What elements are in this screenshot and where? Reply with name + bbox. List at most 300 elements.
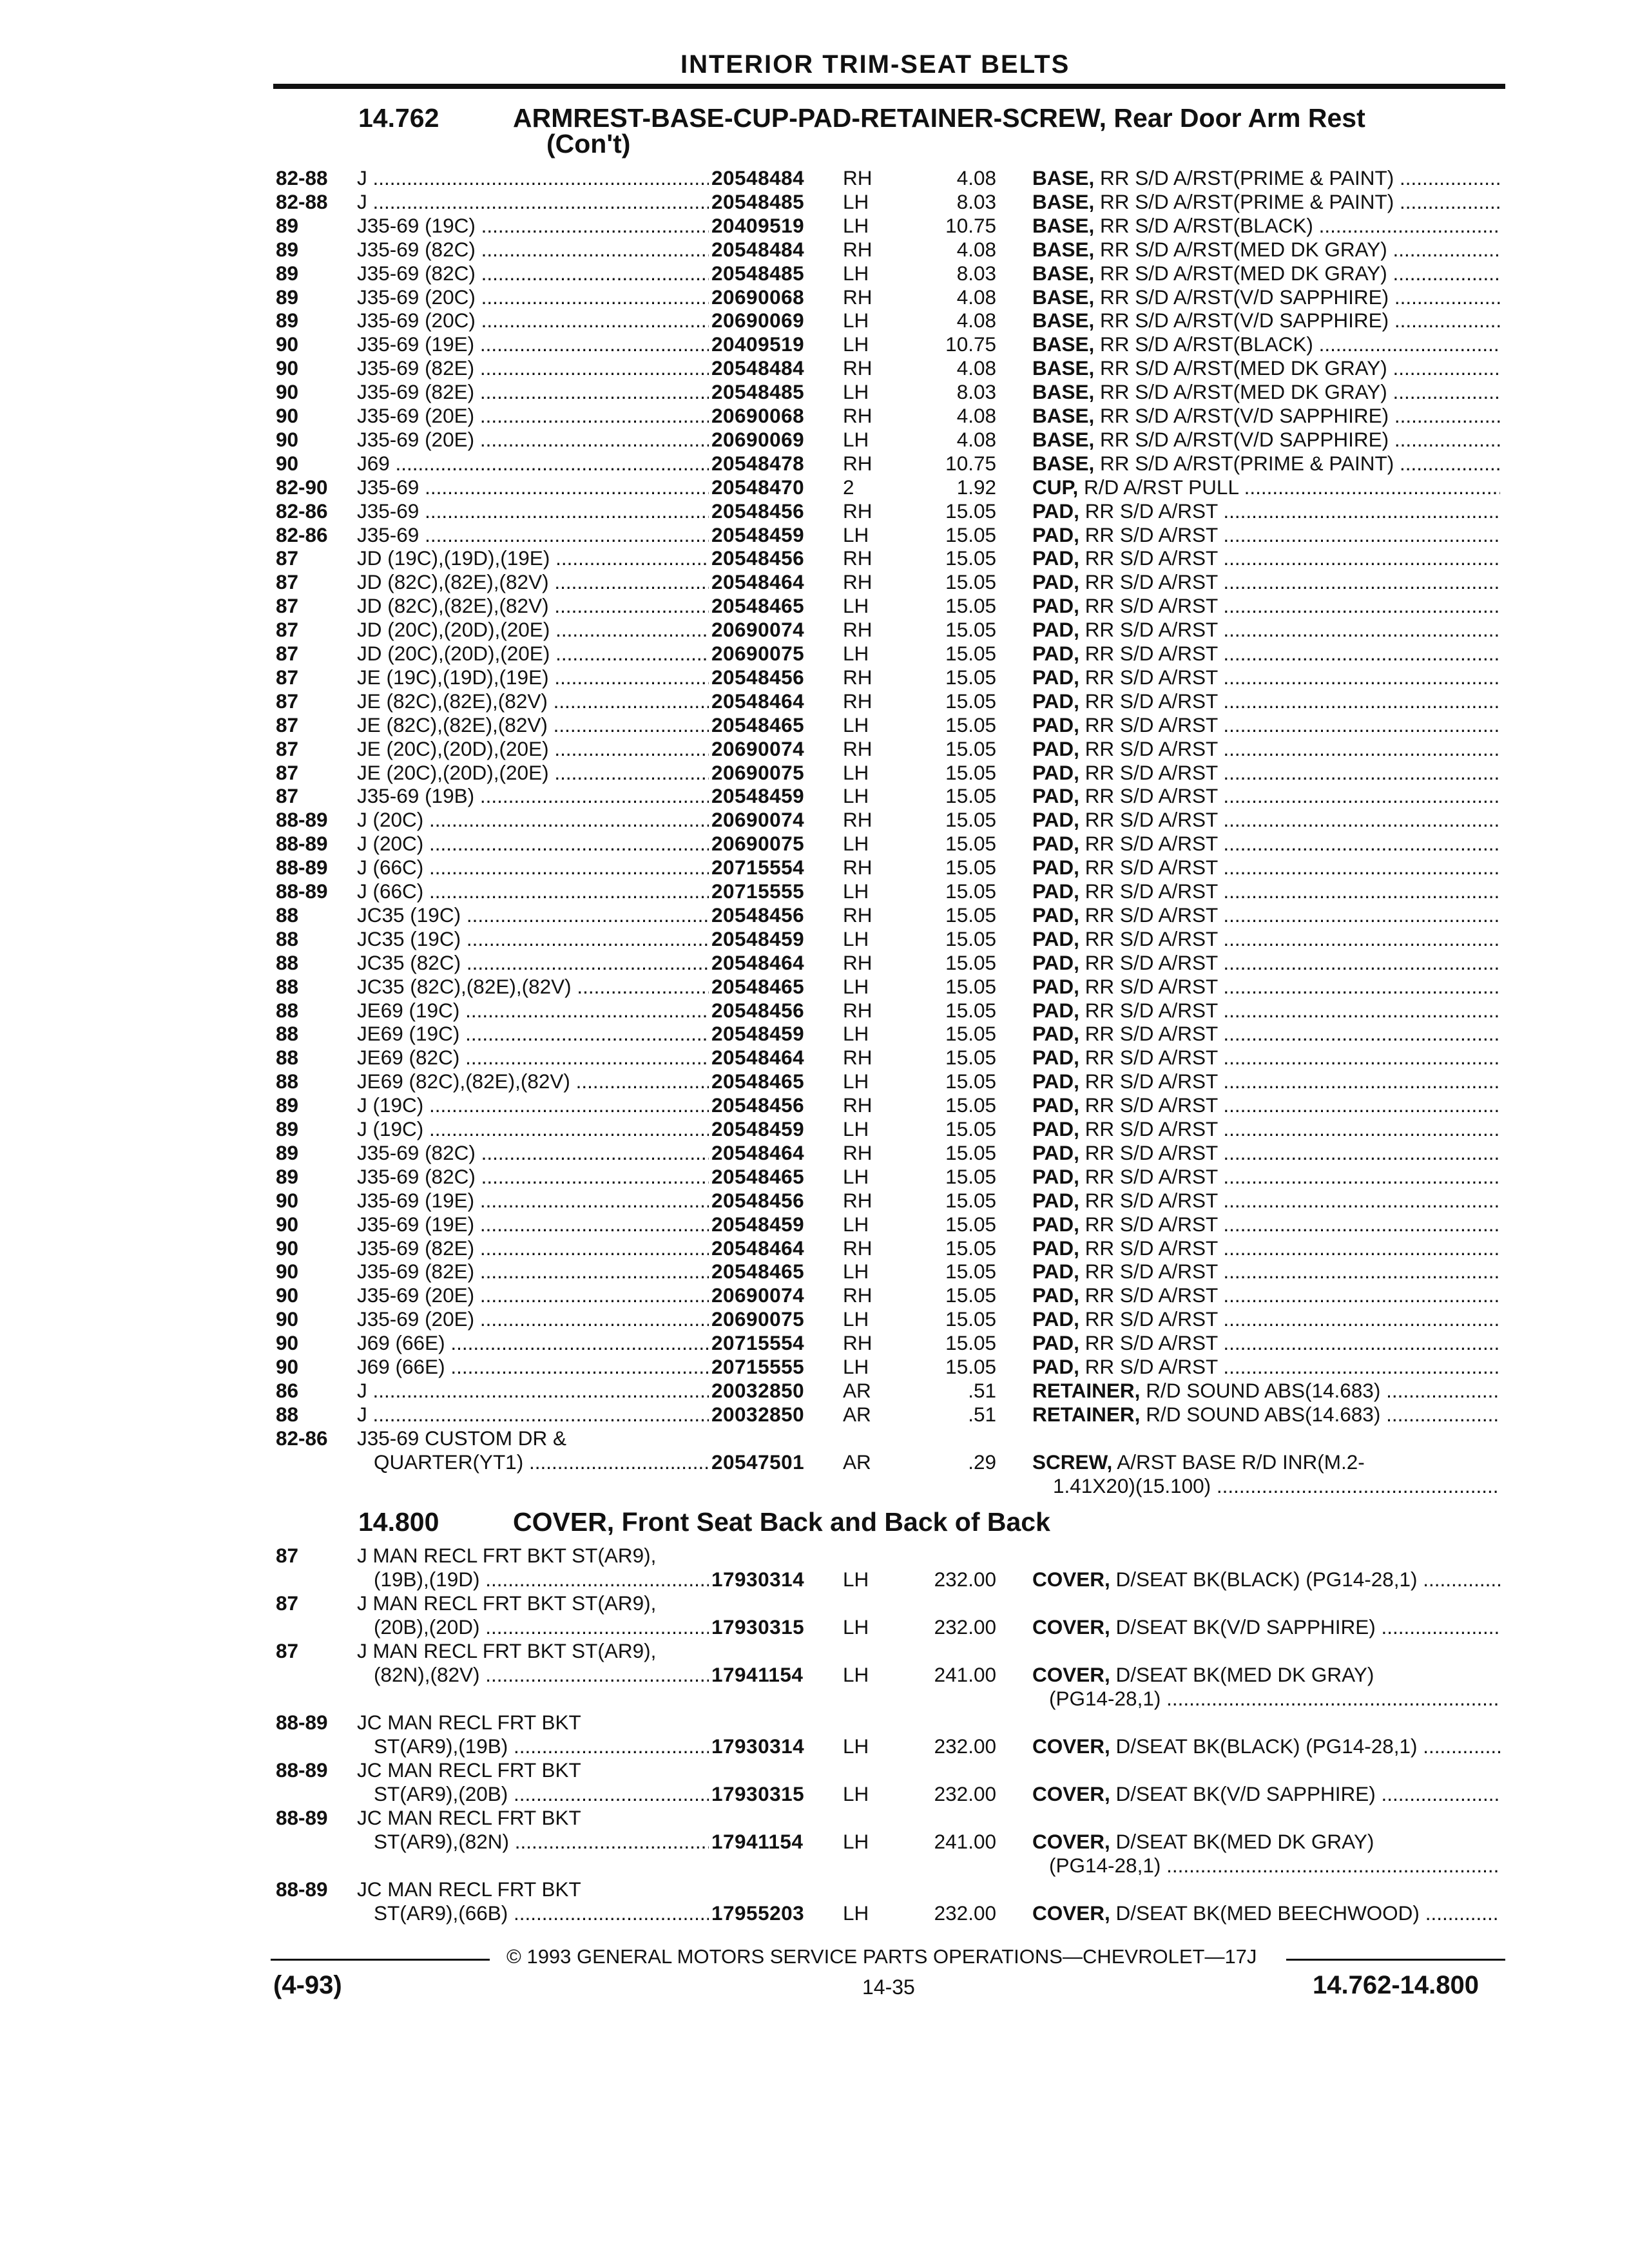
description-text: RR S/D A/RST(PRIME & PAINT)	[1100, 166, 1394, 189]
part-number: 20032850	[711, 1402, 805, 1426]
model-year: 89	[276, 261, 299, 285]
model-year: 88-89	[276, 879, 328, 903]
quantity: LH	[843, 1734, 869, 1758]
description	[1032, 951, 1500, 975]
quantity: RH	[843, 285, 872, 309]
table-row	[0, 1687, 1629, 1711]
description	[1032, 1236, 1500, 1260]
table-row	[0, 1379, 1629, 1403]
part-number: 17941154	[711, 1662, 804, 1686]
description-text: RR S/D A/RST	[1084, 1093, 1218, 1117]
model-year: 90	[276, 1188, 299, 1212]
table-row	[0, 927, 1629, 951]
price: 241.00	[934, 1662, 996, 1686]
section-title: COVER, Front Seat Back and Back of Back	[513, 1507, 1050, 1537]
model-code: J35-69 (82E) .....	[357, 380, 709, 404]
model-code-continued: (82N),(82V) .....	[374, 1663, 709, 1687]
part-number: 20548465	[711, 1260, 805, 1283]
part-number: 20548484	[711, 237, 805, 261]
table-row	[0, 1758, 1629, 1782]
price: 10.75	[945, 332, 996, 356]
description	[1032, 1260, 1500, 1283]
model-code: J (66C) .....	[357, 856, 709, 879]
quantity: RH	[843, 1188, 872, 1212]
price: 232.00	[934, 1567, 996, 1591]
description	[1032, 1379, 1500, 1403]
description-head: BASE,	[1032, 309, 1095, 332]
price: 15.05	[945, 1070, 996, 1093]
description-head: PAD,	[1032, 856, 1079, 879]
part-number: 20548456	[711, 665, 805, 689]
price: 15.05	[945, 1093, 996, 1117]
table-row	[0, 1403, 1629, 1427]
description-text: RR S/D A/RST	[1084, 1046, 1218, 1070]
model-year: 88	[276, 903, 299, 927]
model-code: JC35 (82C) .....	[357, 951, 709, 975]
description	[1032, 238, 1500, 262]
description-head: PAD,	[1032, 665, 1079, 689]
price: 15.05	[945, 1188, 996, 1212]
model-year: 90	[276, 1236, 299, 1260]
description-text: RR S/D A/RST(V/D SAPPHIRE)	[1100, 404, 1389, 427]
quantity: RH	[843, 998, 872, 1022]
part-number: 17930314	[711, 1734, 805, 1758]
model-year: 89	[276, 1117, 299, 1140]
model-code: J35-69 (19C) .....	[357, 214, 709, 238]
model-code-continued: QUARTER(YT1) .....	[374, 1450, 709, 1474]
quantity: LH	[843, 523, 869, 546]
part-number: 20548456	[711, 1188, 805, 1212]
model-year: 88	[276, 1046, 299, 1070]
footer-section-range: 14.762-14.800	[1313, 1971, 1480, 1999]
model-year: 87	[276, 713, 299, 736]
model-code: J69 (66E) .....	[357, 1355, 709, 1379]
model-code: J35-69 (19B) .....	[357, 784, 709, 808]
quantity: RH	[843, 1046, 872, 1070]
table-row	[0, 1022, 1629, 1046]
table-row	[0, 1070, 1629, 1093]
description-head: PAD,	[1032, 1140, 1079, 1164]
description-head: PAD,	[1032, 808, 1079, 832]
description-head: PAD,	[1032, 1236, 1079, 1260]
description-text: D/SEAT BK(MED BEECHWOOD)	[1115, 1901, 1420, 1925]
description-head: PAD,	[1032, 1093, 1079, 1117]
price: 232.00	[934, 1734, 996, 1758]
description	[1032, 1403, 1500, 1427]
price: 8.03	[956, 261, 996, 285]
description-head: PAD,	[1032, 950, 1079, 974]
table-row	[0, 642, 1629, 666]
quantity: LH	[843, 974, 869, 998]
description-text: R/D SOUND ABS(14.683)	[1146, 1378, 1381, 1402]
model-code: J (20C) .....	[357, 832, 709, 856]
price: 232.00	[934, 1901, 996, 1925]
model-year: 86	[276, 1378, 299, 1402]
quantity: LH	[843, 1829, 869, 1853]
table-row	[0, 1331, 1629, 1355]
description-head: BASE,	[1032, 213, 1095, 237]
model-code: J35-69 (20E) .....	[357, 428, 709, 452]
description-head: BASE,	[1032, 451, 1095, 475]
model-year: 90	[276, 404, 299, 427]
table-row	[0, 1236, 1629, 1260]
description-text: RR S/D A/RST	[1084, 1022, 1218, 1046]
table-row	[0, 903, 1629, 927]
description-text: RR S/D A/RST	[1084, 594, 1218, 618]
model-year: 88	[276, 998, 299, 1022]
quantity: RH	[843, 1331, 872, 1355]
price: 10.75	[945, 213, 996, 237]
part-number: 20032850	[711, 1378, 805, 1402]
table-row	[0, 1615, 1629, 1639]
model-code: J35-69 (82E) .....	[357, 356, 709, 380]
table-row	[0, 1427, 1629, 1450]
quantity: LH	[843, 927, 869, 950]
table-row	[0, 546, 1629, 570]
quantity: LH	[843, 760, 869, 784]
price: 15.05	[945, 856, 996, 879]
description	[1032, 546, 1500, 570]
description-head: PAD,	[1032, 879, 1079, 903]
price: .51	[968, 1402, 996, 1426]
model-year: 90	[276, 427, 299, 451]
description-head: RETAINER,	[1032, 1378, 1141, 1402]
description	[1032, 1830, 1500, 1854]
part-number: 20690075	[711, 760, 805, 784]
part-number: 20548456	[711, 903, 805, 927]
quantity: AR	[843, 1450, 871, 1474]
quantity: LH	[843, 1307, 869, 1331]
description-head: BASE,	[1032, 189, 1095, 213]
model-code: J (20C) .....	[357, 808, 709, 832]
description-head: BASE,	[1032, 380, 1095, 404]
price: 4.08	[956, 285, 996, 309]
price: 241.00	[934, 1829, 996, 1853]
description	[1032, 856, 1500, 879]
price: 4.08	[956, 166, 996, 189]
table-row	[0, 1307, 1629, 1331]
model-year: 88-89	[276, 808, 328, 832]
description-text: RR S/D A/RST	[1084, 832, 1218, 856]
model-code: J35-69 (82C) .....	[357, 1165, 709, 1189]
table-row	[0, 570, 1629, 594]
description-text: D/SEAT BK(MED DK GRAY)	[1115, 1829, 1374, 1853]
quantity: LH	[843, 1022, 869, 1046]
quantity: LH	[843, 642, 869, 665]
description-head: PAD,	[1032, 1070, 1079, 1093]
description-head: PAD,	[1032, 927, 1079, 950]
table-row	[0, 1474, 1629, 1498]
quantity: RH	[843, 237, 872, 261]
model-code: J35-69 (19E) .....	[357, 1189, 709, 1213]
description-text: RR S/D A/RST(BLACK)	[1100, 213, 1313, 237]
table-row	[0, 1806, 1629, 1830]
footer-rule-left	[271, 1959, 490, 1961]
price: 15.05	[945, 998, 996, 1022]
table-row	[0, 238, 1629, 262]
table-row	[0, 784, 1629, 808]
part-number: 20548465	[711, 713, 805, 736]
quantity: AR	[843, 1402, 871, 1426]
description	[1032, 927, 1500, 951]
model-year: 88-89	[276, 856, 328, 879]
description-head: COVER,	[1032, 1734, 1110, 1758]
description-head: PAD,	[1032, 974, 1079, 998]
price: 15.05	[945, 974, 996, 998]
model-year: 90	[276, 1331, 299, 1355]
table-row	[0, 879, 1629, 903]
description-head: PAD,	[1032, 736, 1079, 760]
description	[1032, 1213, 1500, 1236]
table-row	[0, 356, 1629, 380]
price: 4.08	[956, 404, 996, 427]
table-row	[0, 499, 1629, 523]
model-code: J MAN RECL FRT BKT ST(AR9),	[357, 1639, 657, 1662]
description-text: A/RST BASE R/D INR(M.2-	[1117, 1450, 1365, 1474]
description	[1032, 879, 1500, 903]
description-text: D/SEAT BK(V/D SAPPHIRE)	[1115, 1615, 1376, 1639]
quantity: RH	[843, 1236, 872, 1260]
description-head: COVER,	[1032, 1782, 1110, 1805]
model-code: JD (19C),(19D),(19E) .....	[357, 546, 709, 570]
quantity: RH	[843, 1093, 872, 1117]
table-row	[0, 476, 1629, 499]
part-number: 20715555	[711, 1355, 805, 1378]
model-code-continued: ST(AR9),(20B) .....	[374, 1782, 709, 1806]
price: 4.08	[956, 356, 996, 380]
model-year: 88	[276, 974, 299, 998]
model-code: JC MAN RECL FRT BKT	[357, 1878, 581, 1901]
description-text: RR S/D A/RST(MED DK GRAY)	[1100, 380, 1387, 404]
table-row	[0, 1663, 1629, 1687]
description-text: RR S/D A/RST	[1084, 950, 1218, 974]
model-code: J35-69 (82C) .....	[357, 1141, 709, 1165]
description	[1032, 666, 1500, 689]
quantity: LH	[843, 832, 869, 856]
description-text: RR S/D A/RST	[1084, 1188, 1218, 1212]
quantity: RH	[843, 451, 872, 475]
model-year: 90	[276, 1283, 299, 1307]
table-row	[0, 1878, 1629, 1901]
model-year: 82-88	[276, 166, 328, 189]
model-year: 90	[276, 1260, 299, 1283]
model-code: J35-69 (82C) .....	[357, 238, 709, 262]
description	[1032, 214, 1500, 238]
description-text: RR S/D A/RST	[1084, 1236, 1218, 1260]
description-head: BASE,	[1032, 166, 1095, 189]
quantity: LH	[843, 1901, 869, 1925]
model-code: JE (20C),(20D),(20E) .....	[357, 737, 709, 761]
description-text: D/SEAT BK(MED DK GRAY)	[1115, 1662, 1374, 1686]
model-year: 87	[276, 594, 299, 618]
part-number: 20690075	[711, 832, 805, 856]
description-text: RR S/D A/RST	[1084, 760, 1218, 784]
quantity: LH	[843, 189, 869, 213]
part-number: 20690068	[711, 404, 805, 427]
part-number: 20548485	[711, 380, 805, 404]
description-head: BASE,	[1032, 261, 1095, 285]
quantity: RH	[843, 689, 872, 713]
model-year: 89	[276, 1093, 299, 1117]
model-code: J35-69 (20E) .....	[357, 1307, 709, 1331]
model-code-continued: ST(AR9),(66B) .....	[374, 1901, 709, 1925]
quantity: RH	[843, 404, 872, 427]
model-code: JD (82C),(82E),(82V) .....	[357, 594, 709, 618]
model-year: 87	[276, 1544, 299, 1567]
model-code: JE69 (82C) .....	[357, 1046, 709, 1070]
description-text: RR S/D A/RST	[1084, 665, 1218, 689]
model-year: 88	[276, 950, 299, 974]
description-head: PAD,	[1032, 903, 1079, 927]
quantity: RH	[843, 1283, 872, 1307]
model-code: JE (20C),(20D),(20E) .....	[357, 761, 709, 785]
part-number: 20690068	[711, 285, 805, 309]
description	[1032, 784, 1500, 808]
model-year: 89	[276, 1164, 299, 1188]
description	[1032, 808, 1500, 832]
model-year: 87	[276, 570, 299, 594]
model-code: J35-69 CUSTOM DR &	[357, 1426, 566, 1450]
model-year: 89	[276, 237, 299, 261]
page-header-title: INTERIOR TRIM-SEAT BELTS	[680, 50, 1070, 79]
model-code: J (19C) .....	[357, 1117, 709, 1141]
description-text: RR S/D A/RST	[1084, 499, 1218, 523]
description-head: SCREW,	[1032, 1450, 1113, 1474]
description-head: PAD,	[1032, 689, 1079, 713]
model-code: J .....	[357, 1403, 709, 1427]
model-code: J35-69 (82E) .....	[357, 1260, 709, 1283]
model-year: 89	[276, 309, 299, 332]
model-code: J35-69 (19E) .....	[357, 332, 709, 356]
description-text: RR S/D A/RST	[1084, 808, 1218, 832]
price: 4.08	[956, 237, 996, 261]
description-head: PAD,	[1032, 642, 1079, 665]
price: 15.05	[945, 1260, 996, 1283]
table-row	[0, 1189, 1629, 1213]
description-head: PAD,	[1032, 1022, 1079, 1046]
description	[1032, 1189, 1500, 1213]
description-text: RR S/D A/RST	[1084, 642, 1218, 665]
part-number: 20548465	[711, 1070, 805, 1093]
table-row	[0, 1639, 1629, 1663]
model-code: J MAN RECL FRT BKT ST(AR9),	[357, 1544, 657, 1567]
quantity: AR	[843, 1378, 871, 1402]
model-code: J35-69 (20E) .....	[357, 1283, 709, 1307]
quantity: RH	[843, 950, 872, 974]
model-year: 88	[276, 1022, 299, 1046]
part-number: 20548464	[711, 1140, 805, 1164]
description-text: RR S/D A/RST	[1084, 570, 1218, 594]
price: .51	[968, 1378, 996, 1402]
model-code: J35-69 .....	[357, 499, 709, 523]
description-text: RR S/D A/RST	[1084, 1117, 1218, 1140]
part-number: 20548485	[711, 261, 805, 285]
description-head: PAD,	[1032, 570, 1079, 594]
part-number: 20548459	[711, 784, 805, 808]
description-head: PAD,	[1032, 1307, 1079, 1331]
model-code: JE69 (19C) .....	[357, 1022, 709, 1046]
description	[1032, 713, 1500, 737]
quantity: LH	[843, 1782, 869, 1805]
quantity: RH	[843, 903, 872, 927]
description-text: D/SEAT BK(BLACK) (PG14-28,1)	[1115, 1567, 1418, 1591]
quantity: LH	[843, 213, 869, 237]
description-head: BASE,	[1032, 237, 1095, 261]
section-title: ARMREST-BASE-CUP-PAD-RETAINER-SCREW, Rear Door Arm Rest	[513, 103, 1365, 133]
description-text: RR S/D A/RST	[1084, 1140, 1218, 1164]
model-year: 90	[276, 380, 299, 404]
price: 4.08	[956, 309, 996, 332]
part-number: 20548459	[711, 1022, 805, 1046]
table-row	[0, 761, 1629, 785]
table-row	[0, 951, 1629, 975]
model-year: 90	[276, 451, 299, 475]
table-row	[0, 1568, 1629, 1591]
table-row	[0, 832, 1629, 856]
price: 15.05	[945, 594, 996, 618]
quantity: RH	[843, 356, 872, 380]
description	[1032, 309, 1500, 332]
price: 15.05	[945, 1331, 996, 1355]
description-head: COVER,	[1032, 1901, 1110, 1925]
model-code-continued: (20B),(20D) .....	[374, 1615, 709, 1639]
description-text: RR S/D A/RST(PRIME & PAINT)	[1100, 451, 1394, 475]
description	[1032, 1782, 1500, 1806]
part-number: 20548464	[711, 570, 805, 594]
description-text: R/D SOUND ABS(14.683)	[1146, 1402, 1381, 1426]
quantity: LH	[843, 427, 869, 451]
part-number: 20548465	[711, 1164, 805, 1188]
description-head: PAD,	[1032, 618, 1079, 642]
description-text: RR S/D A/RST	[1084, 1164, 1218, 1188]
description	[1032, 452, 1500, 476]
price: 15.05	[945, 1307, 996, 1331]
model-code: J35-69 (20C) .....	[357, 309, 709, 332]
description-head: COVER,	[1032, 1615, 1110, 1639]
description-text: RR S/D A/RST	[1084, 689, 1218, 713]
model-year: 90	[276, 1355, 299, 1378]
description-head: PAD,	[1032, 499, 1079, 523]
model-year: 87	[276, 642, 299, 665]
table-row	[0, 1117, 1629, 1141]
model-code: JC MAN RECL FRT BKT	[357, 1711, 581, 1734]
table-row	[0, 1450, 1629, 1474]
description-text: RR S/D A/RST	[1084, 618, 1218, 642]
model-year: 87	[276, 665, 299, 689]
price: 15.05	[945, 1022, 996, 1046]
table-row	[0, 1283, 1629, 1307]
model-code: JC35 (82C),(82E),(82V) .....	[357, 975, 709, 999]
description-head: PAD,	[1032, 998, 1079, 1022]
table-row	[0, 166, 1629, 190]
footer-rule-right	[1286, 1959, 1505, 1961]
table-row	[0, 262, 1629, 285]
description	[1032, 1307, 1500, 1331]
model-code: J35-69 .....	[357, 476, 709, 499]
part-number: 20715554	[711, 1331, 805, 1355]
price: 8.03	[956, 189, 996, 213]
quantity: LH	[843, 1117, 869, 1140]
quantity: LH	[843, 1260, 869, 1283]
part-number: 20548456	[711, 499, 805, 523]
description-head: RETAINER,	[1032, 1402, 1141, 1426]
model-code: J MAN RECL FRT BKT ST(AR9),	[357, 1591, 657, 1615]
price: 15.05	[945, 950, 996, 974]
description-text: RR S/D A/RST(V/D SAPPHIRE)	[1100, 427, 1389, 451]
description-text: RR S/D A/RST	[1084, 1070, 1218, 1093]
part-number: 20548464	[711, 689, 805, 713]
model-code: JC MAN RECL FRT BKT	[357, 1758, 581, 1782]
